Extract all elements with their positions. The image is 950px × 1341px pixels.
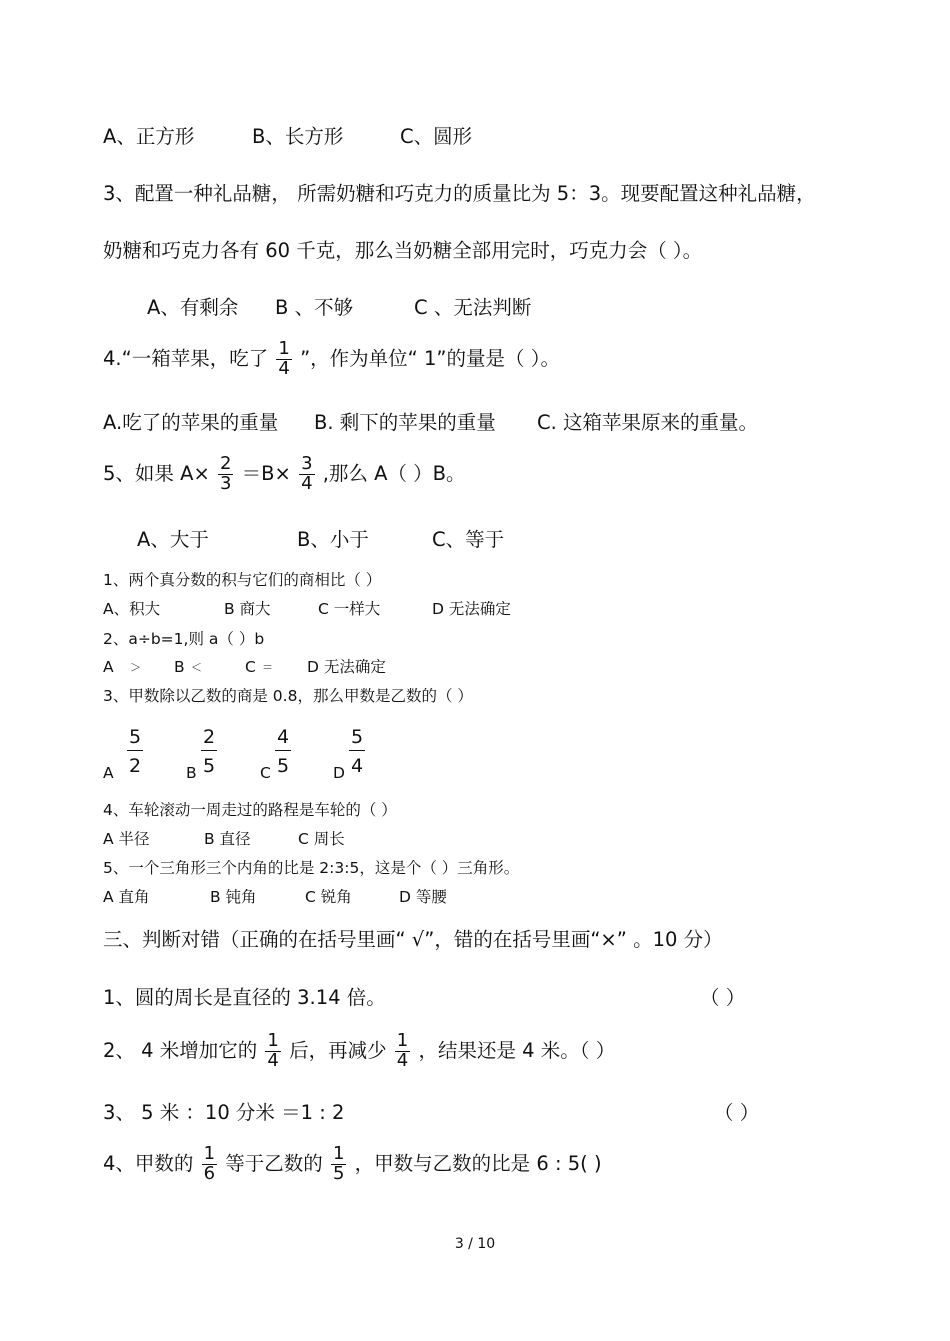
- q5-fraction-2-denominator: 4: [301, 472, 313, 494]
- q4-stem-pre: 4.“一箱苹果，吃了: [103, 346, 269, 370]
- choice-s2-option-c-symbol: ＝: [262, 661, 273, 674]
- choice-s1-option-b: B 商大: [224, 600, 271, 618]
- choice-s2-option-a-letter: A: [103, 658, 114, 676]
- choice-s5-option-a: A 直角: [103, 888, 150, 906]
- judge-item-4-fraction-1-denominator: 6: [203, 1162, 216, 1184]
- choice-s4-option-a: A 半径: [103, 830, 150, 848]
- judge-heading: 三、判断对错（正确的在括号里画“ √”，错的在括号里画“×” 。10 分）: [103, 928, 723, 951]
- prev-option-c: C、圆形: [400, 125, 473, 148]
- q5-fraction-1: [218, 455, 233, 494]
- judge-item-4-fraction-2-numerator: 1: [333, 1143, 345, 1164]
- choice-s3-option-a-letter: A: [103, 764, 114, 782]
- q5-fraction-2: [299, 455, 314, 494]
- judge-item-4: [103, 1145, 602, 1184]
- q4-option-a: A.吃了的苹果的重量: [103, 411, 279, 434]
- q3-option-a: A、有剩余: [147, 296, 239, 319]
- q4-fraction-denominator: 4: [278, 357, 290, 379]
- judge-item-3-paren: （ ）: [714, 1101, 760, 1124]
- judge-item-1: 1、圆的周长是直径的 3.14 倍。: [103, 986, 386, 1009]
- choice-s3-option-b-numerator: 2: [201, 728, 217, 751]
- choice-s3-option-c-denominator: 5: [277, 755, 290, 777]
- q5-fraction-2-numerator: 3: [301, 453, 313, 474]
- choice-s3-option-b-denominator: 5: [203, 755, 216, 777]
- choice-s5-option-c: C 锐角: [305, 888, 352, 906]
- q4-fraction-numerator: 1: [278, 338, 290, 359]
- q3-line2: 奶糖和巧克力各有 60 千克，那么当奶糖全部用完时，巧克力会（ ）。: [103, 239, 703, 262]
- q4-stem-post: ”，作为单位“ 1”的量是（ ）。: [300, 346, 560, 370]
- q4-stem: [103, 340, 560, 379]
- judge-item-2-fraction-1-denominator: 4: [267, 1049, 279, 1071]
- choice-s2-stem: 2、a÷b=1,则 a（ ）b: [103, 630, 265, 648]
- choice-s1-option-c: C 一样大: [318, 600, 381, 618]
- q4-option-b: B. 剩下的苹果的重量: [314, 411, 496, 434]
- prev-option-b: B、长方形: [252, 125, 344, 148]
- judge-item-2-fraction-2: [395, 1032, 410, 1071]
- choice-s4-option-c: C 周长: [298, 830, 345, 848]
- choice-s3-option-b-letter: B: [186, 764, 197, 782]
- page-number: 3 / 10: [454, 1236, 496, 1252]
- choice-s3-option-a-denominator: 2: [129, 755, 142, 777]
- choice-s4-option-b: B 直径: [204, 830, 251, 848]
- q4-fraction: [276, 340, 291, 379]
- choice-s3-option-d-fraction: [349, 728, 365, 776]
- q4-option-c: C. 这箱苹果原来的重量。: [537, 411, 759, 434]
- choice-s2-option-a-symbol: ＞: [130, 661, 141, 674]
- judge-item-4-fraction-2-denominator: 5: [333, 1162, 345, 1184]
- q5-option-c: C、等于: [432, 528, 505, 551]
- prev-option-a: A、正方形: [103, 125, 195, 148]
- judge-item-4-fraction-1-numerator: 1: [203, 1143, 216, 1164]
- judge-item-2-pre: 2、 4 米增加它的: [103, 1038, 258, 1062]
- q3-line1: 3、配置一种礼品糖， 所需奶糖和巧克力的质量比为 5：3。现要配置这种礼品糖，: [103, 182, 816, 205]
- choice-s5-option-d: D 等腰: [399, 888, 447, 906]
- choice-s1-stem: 1、两个真分数的积与它们的商相比（ ）: [103, 571, 382, 589]
- choice-s3-option-a-fraction: [127, 728, 143, 776]
- q3-option-b: B 、不够: [275, 296, 354, 319]
- q3-option-c: C 、无法判断: [414, 296, 532, 319]
- choice-s3-option-c-letter: C: [260, 764, 271, 782]
- choice-s3-option-d-numerator: 5: [349, 728, 365, 751]
- choice-s3-stem: 3、甲数除以乙数的商是 0.8，那么甲数是乙数的（ ）: [103, 687, 473, 705]
- choice-s3-option-a-numerator: 5: [127, 728, 143, 751]
- judge-item-2: [103, 1032, 615, 1071]
- judge-item-2-fraction-1-numerator: 1: [267, 1030, 279, 1051]
- choice-s5-option-b: B 钝角: [210, 888, 257, 906]
- q5-fraction-1-denominator: 3: [220, 472, 232, 494]
- choice-s2-option-c-letter: C: [245, 658, 256, 676]
- judge-item-4-post: ，甲数与乙数的比是 6 : 5( ): [354, 1151, 602, 1175]
- judge-item-4-fraction-2: [331, 1145, 346, 1184]
- q5-fraction-1-numerator: 2: [220, 453, 232, 474]
- choice-s4-stem: 4、车轮滚动一周走过的路程是车轮的（ ）: [103, 801, 397, 819]
- judge-item-2-post: ，结果还是 4 米。（ ）: [418, 1038, 616, 1062]
- judge-item-4-mid: 等于乙数的: [225, 1151, 323, 1175]
- choice-s3-option-c-fraction: [275, 728, 291, 776]
- choice-s3-option-b-fraction: [201, 728, 217, 776]
- judge-item-1-paren: （ ）: [700, 986, 746, 1009]
- choice-s3-option-d-letter: D: [333, 764, 345, 782]
- choice-s2-option-b-letter: B: [174, 658, 185, 676]
- judge-item-4-fraction-1: [202, 1145, 217, 1184]
- q5-stem-pre: 5、如果 A×: [103, 461, 210, 485]
- choice-s1-option-a: A、积大: [103, 600, 161, 618]
- judge-item-2-fraction-2-numerator: 1: [396, 1030, 409, 1051]
- q5-stem-post: ,那么 A（ ）B。: [322, 461, 466, 485]
- judge-item-3: 3、 5 米 ：10 分米 ＝1 : 2: [103, 1101, 345, 1124]
- choice-s1-option-d: D 无法确定: [432, 600, 511, 618]
- q5-option-b: B、小于: [297, 528, 369, 551]
- judge-item-4-pre: 4、甲数的: [103, 1151, 194, 1175]
- judge-item-2-fraction-2-denominator: 4: [396, 1049, 409, 1071]
- q5-stem-mid: ＝B×: [241, 461, 291, 485]
- q5-stem: [103, 455, 466, 494]
- choice-s2-option-d: D 无法确定: [307, 658, 386, 676]
- choice-s5-stem: 5、一个三角形三个内角的比是 2:3:5，这是个（ ）三角形。: [103, 859, 520, 877]
- choice-s3-option-d-denominator: 4: [351, 755, 364, 777]
- judge-item-2-mid: 后，再减少: [289, 1038, 387, 1062]
- q5-option-a: A、大于: [137, 528, 209, 551]
- choice-s2-option-b-symbol: ＜: [191, 661, 202, 674]
- choice-s3-option-c-numerator: 4: [275, 728, 291, 751]
- judge-item-2-fraction-1: [265, 1032, 280, 1071]
